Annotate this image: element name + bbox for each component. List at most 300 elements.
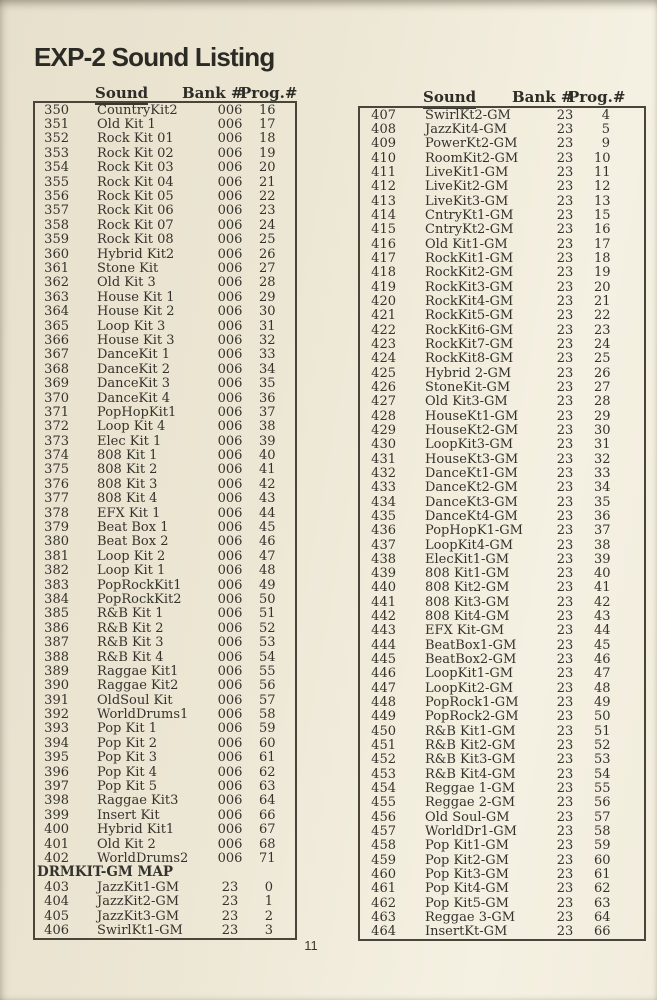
row-prog: 50 bbox=[594, 709, 611, 725]
page-number: 11 bbox=[304, 938, 318, 953]
row-num: 382 bbox=[44, 563, 69, 579]
row-prog: 24 bbox=[594, 336, 611, 352]
row-num: 375 bbox=[44, 462, 69, 478]
row-bank: 23 bbox=[556, 623, 574, 639]
table-row bbox=[35, 189, 295, 203]
row-num: 429 bbox=[371, 422, 396, 438]
row-bank: 006 bbox=[217, 548, 243, 564]
row-prog: 16 bbox=[594, 222, 611, 238]
row-sound-name: CntryKt1-GM bbox=[425, 207, 514, 223]
row-num: 424 bbox=[371, 351, 396, 367]
row-sound-name: Pop Kit 2 bbox=[97, 735, 157, 751]
row-bank: 006 bbox=[217, 707, 243, 723]
table-row bbox=[360, 481, 644, 495]
row-num: 454 bbox=[371, 781, 396, 797]
row-bank: 006 bbox=[217, 606, 243, 622]
table-row bbox=[360, 609, 644, 623]
row-num: 430 bbox=[371, 437, 396, 453]
table-row bbox=[360, 910, 644, 924]
row-prog: 51 bbox=[259, 606, 276, 622]
row-num: 453 bbox=[371, 766, 396, 782]
row-prog: 59 bbox=[259, 721, 276, 737]
row-prog: 41 bbox=[594, 580, 611, 596]
row-prog: 54 bbox=[594, 766, 611, 782]
row-sound-name: Reggae 3-GM bbox=[425, 910, 516, 926]
row-sound-name: Loop Kit 1 bbox=[97, 563, 166, 579]
row-prog: 25 bbox=[259, 232, 276, 248]
row-bank: 23 bbox=[556, 738, 574, 754]
row-bank: 006 bbox=[217, 591, 243, 607]
row-sound-name: Rock Kit 05 bbox=[97, 189, 174, 205]
row-prog: 21 bbox=[594, 293, 611, 309]
table-row bbox=[360, 395, 644, 409]
table-row bbox=[360, 309, 644, 323]
table-row bbox=[35, 794, 295, 808]
row-num: 438 bbox=[371, 551, 396, 567]
row-num: 369 bbox=[44, 376, 69, 392]
row-num: 445 bbox=[371, 652, 396, 668]
row-sound-name: CountryKit2 bbox=[97, 102, 178, 118]
row-prog: 35 bbox=[594, 494, 611, 510]
row-prog: 19 bbox=[594, 265, 611, 281]
row-sound-name: Old Kit1-GM bbox=[425, 236, 508, 252]
row-prog: 28 bbox=[259, 275, 276, 291]
row-bank: 23 bbox=[556, 551, 574, 567]
table-row bbox=[35, 607, 295, 621]
row-prog: 40 bbox=[259, 448, 276, 464]
table-row bbox=[360, 194, 644, 208]
row-num: 410 bbox=[371, 150, 396, 166]
row-num: 387 bbox=[44, 635, 69, 651]
table-row bbox=[360, 824, 644, 838]
row-prog: 56 bbox=[594, 795, 611, 811]
row-sound-name: PopRock1-GM bbox=[425, 695, 519, 711]
row-prog: 29 bbox=[594, 408, 611, 424]
row-num: 426 bbox=[371, 379, 396, 395]
row-prog: 33 bbox=[594, 465, 611, 481]
table-row bbox=[360, 151, 644, 165]
row-prog: 40 bbox=[594, 566, 611, 582]
row-sound-name: WorldDr1-GM bbox=[425, 824, 517, 840]
table-row bbox=[360, 767, 644, 781]
table-row bbox=[360, 652, 644, 666]
row-bank: 23 bbox=[556, 308, 574, 324]
row-num: 412 bbox=[371, 179, 396, 195]
table-row bbox=[360, 466, 644, 480]
row-prog: 41 bbox=[259, 462, 276, 478]
row-bank: 006 bbox=[217, 117, 243, 133]
row-sound-name: WorldDrums1 bbox=[97, 707, 189, 723]
row-prog: 53 bbox=[259, 635, 276, 651]
table-row bbox=[360, 509, 644, 523]
row-num: 373 bbox=[44, 433, 69, 449]
row-prog: 66 bbox=[594, 924, 611, 940]
row-prog: 44 bbox=[259, 505, 276, 521]
row-bank: 23 bbox=[556, 523, 574, 539]
row-num: 356 bbox=[44, 189, 69, 205]
row-prog: 46 bbox=[259, 534, 276, 550]
row-sound-name: Raggae Kit3 bbox=[97, 793, 179, 809]
row-prog: 34 bbox=[259, 361, 276, 377]
row-bank: 23 bbox=[556, 422, 574, 438]
table-row bbox=[35, 909, 295, 923]
row-prog: 5 bbox=[601, 121, 610, 137]
row-sound-name: 808 Kit 2 bbox=[97, 462, 158, 478]
table-row bbox=[35, 808, 295, 822]
row-prog: 20 bbox=[259, 160, 276, 176]
row-prog: 20 bbox=[594, 279, 611, 295]
row-sound-name: Pop Kit 3 bbox=[97, 750, 157, 766]
row-num: 393 bbox=[44, 721, 69, 737]
row-sound-name: Pop Kit3-GM bbox=[425, 867, 509, 883]
table-row bbox=[35, 362, 295, 376]
row-bank: 23 bbox=[556, 695, 574, 711]
right-header-sound: Sound bbox=[423, 88, 476, 109]
row-num: 425 bbox=[371, 365, 396, 381]
row-num: 374 bbox=[44, 448, 69, 464]
row-sound-name: Loop Kit 3 bbox=[97, 318, 166, 334]
row-prog: 22 bbox=[594, 308, 611, 324]
row-num: 383 bbox=[44, 577, 69, 593]
row-sound-name: Insert Kit bbox=[97, 807, 160, 823]
row-num: 422 bbox=[371, 322, 396, 338]
row-bank: 23 bbox=[556, 508, 574, 524]
row-sound-name: RoomKit2-GM bbox=[425, 150, 519, 166]
row-bank: 006 bbox=[217, 160, 243, 176]
row-sound-name: Pop Kit 1 bbox=[97, 721, 157, 737]
row-num: 355 bbox=[44, 174, 69, 190]
row-sound-name: Pop Kit2-GM bbox=[425, 852, 509, 868]
table-row bbox=[35, 492, 295, 506]
row-prog: 3 bbox=[264, 922, 273, 938]
table-row bbox=[35, 880, 295, 894]
row-num: 428 bbox=[371, 408, 396, 424]
row-num: 386 bbox=[44, 620, 69, 636]
row-num: 423 bbox=[371, 336, 396, 352]
row-prog: 39 bbox=[259, 433, 276, 449]
row-sound-name: Raggae Kit2 bbox=[97, 678, 179, 694]
row-sound-name: RockKit8-GM bbox=[425, 351, 514, 367]
table-row bbox=[360, 524, 644, 538]
table-row bbox=[360, 409, 644, 423]
row-sound-name: RockKit5-GM bbox=[425, 308, 514, 324]
row-bank: 23 bbox=[556, 795, 574, 811]
table-row bbox=[360, 165, 644, 179]
row-prog: 55 bbox=[259, 663, 276, 679]
row-prog: 27 bbox=[594, 379, 611, 395]
row-prog: 10 bbox=[594, 150, 611, 166]
row-num: 376 bbox=[44, 476, 69, 492]
row-num: 446 bbox=[371, 666, 396, 682]
table-row bbox=[35, 578, 295, 592]
row-bank: 23 bbox=[556, 207, 574, 223]
table-row bbox=[35, 894, 295, 908]
row-prog: 66 bbox=[259, 807, 276, 823]
table-row bbox=[360, 452, 644, 466]
row-bank: 23 bbox=[556, 279, 574, 295]
row-sound-name: 808 Kit 4 bbox=[97, 491, 158, 507]
row-sound-name: PopRock2-GM bbox=[425, 709, 519, 725]
row-sound-name: JazzKit1-GM bbox=[97, 879, 180, 895]
row-num: 414 bbox=[371, 207, 396, 223]
row-prog: 52 bbox=[259, 620, 276, 636]
row-bank: 006 bbox=[217, 635, 243, 651]
row-prog: 18 bbox=[259, 131, 276, 147]
row-num: 440 bbox=[371, 580, 396, 596]
table-row bbox=[360, 925, 644, 939]
row-bank: 23 bbox=[221, 922, 239, 938]
row-prog: 31 bbox=[594, 437, 611, 453]
row-sound-name: Elec Kit 1 bbox=[97, 433, 162, 449]
row-prog: 58 bbox=[259, 707, 276, 723]
row-num: 404 bbox=[44, 894, 69, 910]
table-row bbox=[35, 621, 295, 635]
row-sound-name: Rock Kit 08 bbox=[97, 232, 174, 248]
row-bank: 23 bbox=[556, 580, 574, 596]
row-bank: 23 bbox=[556, 537, 574, 553]
row-num: 420 bbox=[371, 293, 396, 309]
row-prog: 57 bbox=[259, 692, 276, 708]
row-prog: 35 bbox=[259, 376, 276, 392]
row-bank: 23 bbox=[556, 781, 574, 797]
row-bank: 006 bbox=[217, 793, 243, 809]
row-bank: 23 bbox=[556, 637, 574, 653]
row-sound-name: LiveKit2-GM bbox=[425, 179, 509, 195]
row-sound-name: Pop Kit 5 bbox=[97, 779, 157, 795]
row-sound-name: R&B Kit 1 bbox=[97, 606, 164, 622]
row-sound-name: Old Soul-GM bbox=[425, 809, 510, 825]
row-num: 381 bbox=[44, 548, 69, 564]
row-sound-name: R&B Kit 4 bbox=[97, 649, 164, 665]
table-row bbox=[35, 204, 295, 218]
row-bank: 23 bbox=[556, 136, 574, 152]
row-prog: 4 bbox=[601, 107, 610, 123]
table-row bbox=[35, 218, 295, 232]
row-bank: 23 bbox=[556, 752, 574, 768]
row-sound-name: R&B Kit3-GM bbox=[425, 752, 516, 768]
table-row bbox=[360, 323, 644, 337]
row-bank: 006 bbox=[217, 318, 243, 334]
row-bank: 23 bbox=[556, 451, 574, 467]
row-prog: 47 bbox=[259, 548, 276, 564]
page-title: EXP-2 Sound Listing bbox=[34, 42, 275, 72]
row-prog: 9 bbox=[601, 136, 610, 152]
row-num: 439 bbox=[371, 566, 396, 582]
row-num: 415 bbox=[371, 222, 396, 238]
table-row bbox=[360, 495, 644, 509]
left-header-bank: Bank # bbox=[182, 84, 244, 102]
row-sound-name: Old Kit3-GM bbox=[425, 394, 508, 410]
row-num: 385 bbox=[44, 606, 69, 622]
row-prog: 26 bbox=[259, 246, 276, 262]
row-bank: 006 bbox=[217, 189, 243, 205]
row-sound-name: 808 Kit3-GM bbox=[425, 594, 510, 610]
row-prog: 62 bbox=[594, 881, 611, 897]
row-bank: 23 bbox=[556, 881, 574, 897]
row-sound-name: R&B Kit 3 bbox=[97, 635, 164, 651]
row-prog: 23 bbox=[259, 203, 276, 219]
row-sound-name: Rock Kit 04 bbox=[97, 174, 174, 190]
table-row bbox=[360, 738, 644, 752]
row-bank: 23 bbox=[556, 121, 574, 137]
row-num: 351 bbox=[44, 117, 69, 133]
row-num: 360 bbox=[44, 246, 69, 262]
row-prog: 26 bbox=[594, 365, 611, 381]
row-num: 405 bbox=[44, 908, 69, 924]
row-num: 427 bbox=[371, 394, 396, 410]
row-num: 431 bbox=[371, 451, 396, 467]
row-sound-name: Rock Kit 02 bbox=[97, 145, 174, 161]
row-bank: 23 bbox=[556, 265, 574, 281]
row-prog: 49 bbox=[259, 577, 276, 593]
row-sound-name: R&B Kit4-GM bbox=[425, 766, 516, 782]
row-bank: 006 bbox=[217, 649, 243, 665]
table-row bbox=[35, 405, 295, 419]
table-row bbox=[35, 463, 295, 477]
row-prog: 11 bbox=[594, 164, 611, 180]
row-bank: 006 bbox=[217, 419, 243, 435]
table-row bbox=[360, 781, 644, 795]
row-bank: 006 bbox=[217, 275, 243, 291]
row-prog: 16 bbox=[259, 102, 276, 118]
row-sound-name: RockKit6-GM bbox=[425, 322, 514, 338]
row-num: 436 bbox=[371, 523, 396, 539]
row-num: 403 bbox=[44, 879, 69, 895]
row-bank: 23 bbox=[556, 566, 574, 582]
row-sound-name: HouseKt1-GM bbox=[425, 408, 519, 424]
table-row bbox=[35, 376, 295, 390]
table-row bbox=[35, 823, 295, 837]
row-bank: 006 bbox=[217, 361, 243, 377]
table-row bbox=[35, 117, 295, 131]
row-num: 394 bbox=[44, 735, 69, 751]
row-prog: 36 bbox=[594, 508, 611, 524]
table-row bbox=[360, 595, 644, 609]
row-bank: 23 bbox=[556, 652, 574, 668]
row-num: 391 bbox=[44, 692, 69, 708]
table-row bbox=[35, 736, 295, 750]
row-num: 464 bbox=[371, 924, 396, 940]
row-bank: 23 bbox=[556, 852, 574, 868]
table-row bbox=[35, 535, 295, 549]
row-bank: 006 bbox=[217, 505, 243, 521]
table-row bbox=[35, 132, 295, 146]
row-num: 397 bbox=[44, 779, 69, 795]
row-sound-name: HouseKt2-GM bbox=[425, 422, 519, 438]
row-bank: 23 bbox=[556, 222, 574, 238]
row-num: 377 bbox=[44, 491, 69, 507]
row-num: 398 bbox=[44, 793, 69, 809]
row-prog: 53 bbox=[594, 752, 611, 768]
row-prog: 63 bbox=[594, 895, 611, 911]
row-num: 443 bbox=[371, 623, 396, 639]
row-sound-name: 808 Kit1-GM bbox=[425, 566, 510, 582]
row-bank: 006 bbox=[217, 663, 243, 679]
table-row bbox=[360, 567, 644, 581]
table-row bbox=[35, 506, 295, 520]
row-num: 357 bbox=[44, 203, 69, 219]
row-prog: 36 bbox=[259, 390, 276, 406]
row-sound-name: RockKit7-GM bbox=[425, 336, 514, 352]
row-num: 378 bbox=[44, 505, 69, 521]
row-bank: 23 bbox=[556, 494, 574, 510]
row-bank: 006 bbox=[217, 131, 243, 147]
row-prog: 64 bbox=[594, 910, 611, 926]
row-bank: 23 bbox=[556, 164, 574, 180]
row-num: 447 bbox=[371, 680, 396, 696]
table-row bbox=[35, 923, 295, 937]
row-num: 442 bbox=[371, 609, 396, 625]
table-row bbox=[360, 180, 644, 194]
row-bank: 23 bbox=[556, 236, 574, 252]
table-row bbox=[35, 233, 295, 247]
row-num: 401 bbox=[44, 836, 69, 852]
table-row bbox=[360, 208, 644, 222]
row-num: 434 bbox=[371, 494, 396, 510]
row-prog: 17 bbox=[259, 117, 276, 133]
row-sound-name: R&B Kit1-GM bbox=[425, 723, 516, 739]
row-num: 421 bbox=[371, 308, 396, 324]
table-row bbox=[360, 624, 644, 638]
row-sound-name: OldSoul Kit bbox=[97, 692, 173, 708]
row-num: 364 bbox=[44, 304, 69, 320]
row-prog: 12 bbox=[594, 179, 611, 195]
row-num: 392 bbox=[44, 707, 69, 723]
table-row bbox=[35, 779, 295, 793]
row-sound-name: JazzKit4-GM bbox=[425, 121, 508, 137]
row-num: 407 bbox=[371, 107, 396, 123]
row-sound-name: RockKit4-GM bbox=[425, 293, 514, 309]
row-bank: 006 bbox=[217, 174, 243, 190]
right-header-bank: Bank # bbox=[512, 88, 574, 106]
row-prog: 64 bbox=[259, 793, 276, 809]
row-num: 370 bbox=[44, 390, 69, 406]
row-sound-name: Raggae Kit1 bbox=[97, 663, 179, 679]
row-bank: 23 bbox=[556, 895, 574, 911]
row-num: 402 bbox=[44, 851, 69, 866]
row-prog: 2 bbox=[264, 908, 273, 924]
row-bank: 23 bbox=[556, 437, 574, 453]
row-num: 444 bbox=[371, 637, 396, 653]
table-row bbox=[35, 290, 295, 304]
row-sound-name: Stone Kit bbox=[97, 260, 159, 276]
row-bank: 006 bbox=[217, 520, 243, 536]
table-row bbox=[35, 722, 295, 736]
row-sound-name: ElecKit1-GM bbox=[425, 551, 510, 567]
row-sound-name: 808 Kit4-GM bbox=[425, 609, 510, 625]
table-row bbox=[35, 477, 295, 491]
row-bank: 006 bbox=[217, 620, 243, 636]
row-num: 450 bbox=[371, 723, 396, 739]
row-prog: 29 bbox=[259, 289, 276, 305]
row-sound-name: StoneKit-GM bbox=[425, 379, 511, 395]
row-bank: 006 bbox=[217, 448, 243, 464]
row-prog: 60 bbox=[594, 852, 611, 868]
row-num: 395 bbox=[44, 750, 69, 766]
row-prog: 0 bbox=[264, 879, 273, 895]
row-prog: 54 bbox=[259, 649, 276, 665]
row-prog: 55 bbox=[594, 781, 611, 797]
row-bank: 006 bbox=[217, 563, 243, 579]
row-num: 460 bbox=[371, 867, 396, 883]
row-prog: 38 bbox=[594, 537, 611, 553]
row-sound-name: LoopKit3-GM bbox=[425, 437, 514, 453]
row-num: 358 bbox=[44, 217, 69, 233]
row-bank: 23 bbox=[556, 594, 574, 610]
row-sound-name: Pop Kit 4 bbox=[97, 764, 157, 780]
row-sound-name: HouseKt3-GM bbox=[425, 451, 519, 467]
row-prog: 51 bbox=[594, 723, 611, 739]
